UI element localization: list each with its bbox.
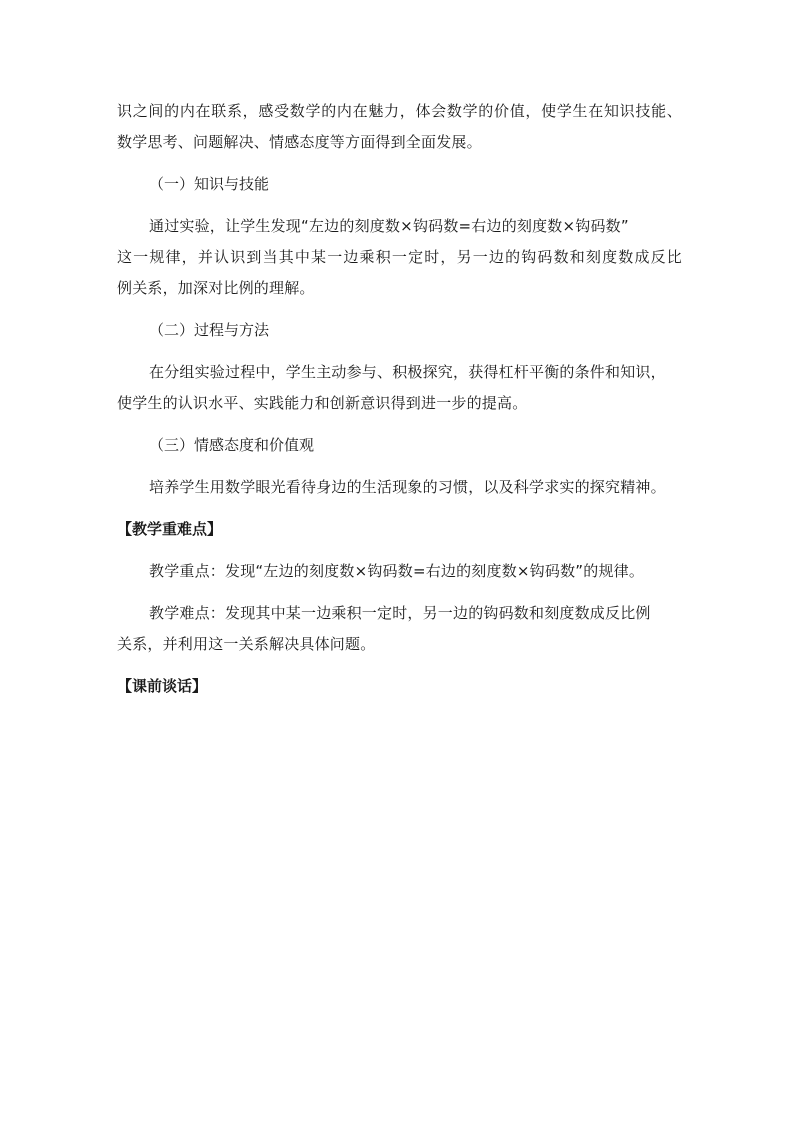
process-method-paragraph xyxy=(117,357,682,419)
knowledge-skills-line-1: 通过实验，让学生发现“左边的刻度数×钩码数=右边的刻度数×钩码数” xyxy=(149,217,629,235)
intro-line-1: 识之间的内在联系，感受数学的内在魅力，体会数学的价值，使学生在知识技能、 xyxy=(117,102,682,120)
teaching-focus-line: 教学重点：发现“左边的刻度数×钩码数=右边的刻度数×钩码数”的规律。 xyxy=(149,562,645,580)
intro-line-2: 数学思考、问题解决、情感态度等方面得到全面发展。 xyxy=(117,133,482,151)
knowledge-skills-line-2: 这一规律，并认识到当其中某一边乘积一定时，另一边的钩码数和刻度数成反比 xyxy=(117,248,682,266)
process-method-line-1: 在分组实验过程中，学生主动参与、积极探究，获得杠杆平衡的条件和知识， xyxy=(149,363,666,381)
intro-paragraph xyxy=(117,96,682,158)
teaching-difficulty-paragraph xyxy=(117,598,682,660)
document-body xyxy=(117,96,682,713)
teaching-difficulty-line-2: 关系，并利用这一关系解决具体问题。 xyxy=(117,635,376,653)
knowledge-skills-line-3: 例关系，加深对比例的理解。 xyxy=(117,279,315,297)
attitude-values-paragraph xyxy=(117,472,682,503)
section-heading-attitude-values: （三）情感态度和价值观 xyxy=(149,436,315,454)
process-method-line-2: 使学生的认识水平、实践能力和创新意识得到进一步的提高。 xyxy=(117,394,528,412)
knowledge-skills-paragraph xyxy=(117,211,682,304)
attitude-values-line-1: 培养学生用数学眼光看待身边的生活现象的习惯，以及科学求实的探究精神。 xyxy=(149,478,666,496)
teaching-difficulty-line-1: 教学难点：发现其中某一边乘积一定时，另一边的钩码数和刻度数成反比例 xyxy=(149,604,651,622)
key-points-heading: 【教学重难点】 xyxy=(117,520,223,538)
section-heading-process-method: （二）过程与方法 xyxy=(149,321,270,339)
section-heading-knowledge-skills: （一）知识与技能 xyxy=(149,175,270,193)
teaching-focus-paragraph xyxy=(117,556,682,587)
pre-class-talk-heading: 【课前谈话】 xyxy=(117,677,208,695)
